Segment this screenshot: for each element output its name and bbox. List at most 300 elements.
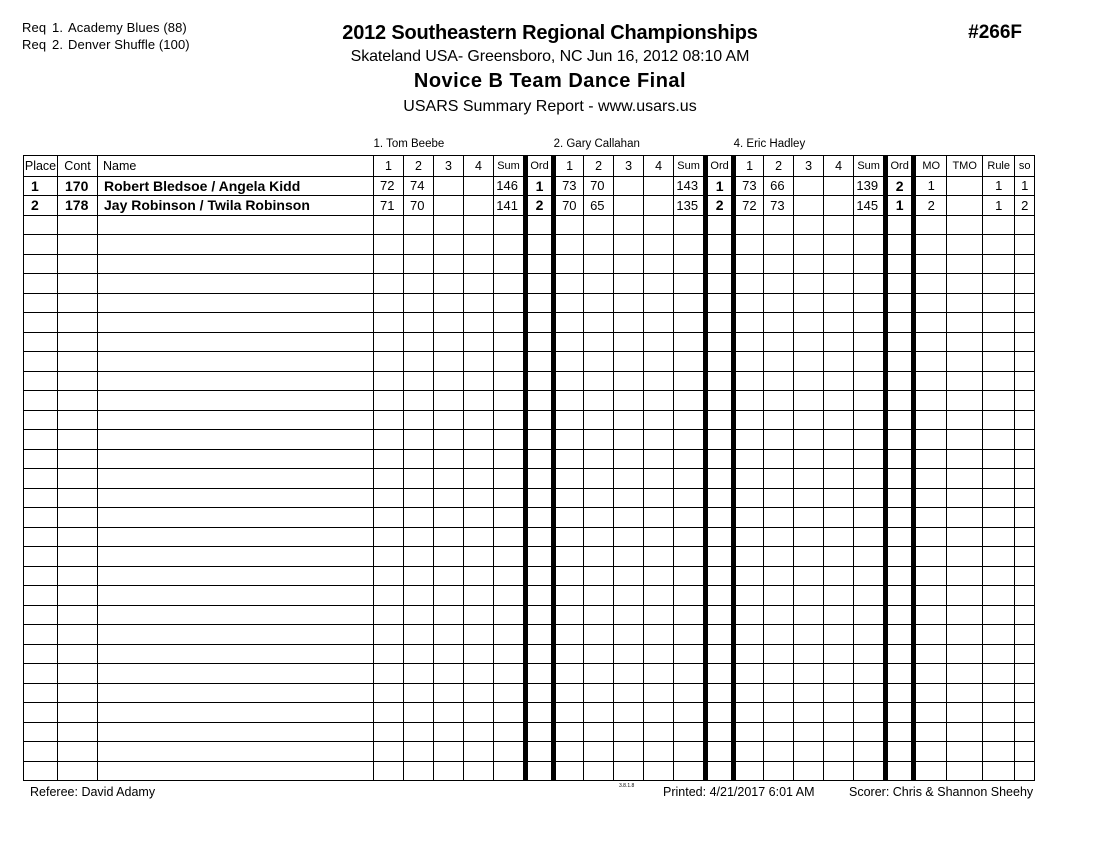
cell-empty — [983, 508, 1015, 528]
cell-empty — [854, 664, 886, 684]
cell-judge1-score1: 71 — [374, 196, 404, 216]
cell-empty — [824, 430, 854, 450]
cell-empty — [554, 527, 584, 547]
cell-empty — [24, 605, 58, 625]
table-row-empty[interactable] — [24, 313, 1035, 333]
cell-empty — [584, 313, 614, 333]
table-row-empty[interactable] — [24, 644, 1035, 664]
cell-empty — [947, 683, 983, 703]
cell-so: 2 — [1015, 196, 1035, 216]
cell-empty — [554, 254, 584, 274]
cell-empty — [764, 547, 794, 567]
table-row-empty[interactable] — [24, 586, 1035, 606]
cell-empty — [824, 527, 854, 547]
cell-empty — [794, 391, 824, 411]
cell-empty — [554, 547, 584, 567]
cell-empty — [24, 469, 58, 489]
cell-empty — [494, 352, 526, 372]
cell-empty — [764, 644, 794, 664]
cell-empty — [374, 644, 404, 664]
cell-empty — [886, 508, 914, 528]
cell-empty — [854, 215, 886, 235]
cell-empty — [854, 332, 886, 352]
cell-empty — [886, 352, 914, 372]
cell-empty — [464, 742, 494, 762]
cell-empty — [983, 371, 1015, 391]
cell-empty — [374, 761, 404, 781]
cell-empty — [734, 352, 764, 372]
cell-empty — [434, 527, 464, 547]
cell-empty — [374, 527, 404, 547]
cell-empty — [554, 469, 584, 489]
cell-empty — [554, 508, 584, 528]
cell-empty — [584, 274, 614, 294]
cell-empty — [464, 625, 494, 645]
cell-empty — [434, 332, 464, 352]
cell-empty — [734, 703, 764, 723]
cell-empty — [614, 644, 644, 664]
cell-empty — [24, 254, 58, 274]
cell-empty — [1015, 625, 1035, 645]
cell-empty — [824, 683, 854, 703]
table-row-empty[interactable] — [24, 527, 1035, 547]
cell-empty — [947, 410, 983, 430]
cell-empty — [674, 430, 706, 450]
cell-empty — [58, 313, 98, 333]
column-header-rule: Rule — [983, 155, 1015, 176]
cell-empty — [494, 449, 526, 469]
cell-empty — [526, 274, 554, 294]
column-header-judge1-score2: 2 — [404, 155, 434, 176]
cell-empty — [554, 449, 584, 469]
table-row-empty[interactable] — [24, 469, 1035, 489]
cell-empty — [854, 313, 886, 333]
cell-empty — [98, 703, 374, 723]
cell-empty — [854, 605, 886, 625]
table-row[interactable] — [24, 196, 1035, 216]
cell-empty — [644, 703, 674, 723]
cell-empty — [644, 761, 674, 781]
cell-empty — [554, 761, 584, 781]
cell-empty — [404, 293, 434, 313]
cell-judge2-score2: 70 — [584, 176, 614, 196]
cell-empty — [886, 605, 914, 625]
cell-empty — [734, 235, 764, 255]
cell-empty — [58, 703, 98, 723]
cell-empty — [374, 332, 404, 352]
cell-empty — [854, 722, 886, 742]
cell-judge2-score2: 65 — [584, 196, 614, 216]
cell-empty — [734, 332, 764, 352]
cell-empty — [374, 235, 404, 255]
cell-empty — [824, 664, 854, 684]
cell-empty — [794, 215, 824, 235]
cell-empty — [983, 332, 1015, 352]
cell-empty — [764, 215, 794, 235]
cell-empty — [98, 527, 374, 547]
cell-empty — [644, 410, 674, 430]
cell-empty — [644, 274, 674, 294]
cell-empty — [24, 274, 58, 294]
requirement-label: Req — [22, 37, 47, 52]
cell-cont: 170 — [58, 176, 98, 196]
cell-empty — [764, 488, 794, 508]
cell-empty — [983, 547, 1015, 567]
cell-empty — [24, 313, 58, 333]
cell-empty — [24, 391, 58, 411]
table-row[interactable] — [24, 176, 1035, 196]
table-row-empty[interactable] — [24, 683, 1035, 703]
cell-judge1-score3 — [434, 176, 464, 196]
cell-empty — [584, 586, 614, 606]
cell-empty — [584, 215, 614, 235]
table-row-empty[interactable] — [24, 293, 1035, 313]
cell-empty — [854, 430, 886, 450]
cell-empty — [374, 566, 404, 586]
cell-empty — [526, 488, 554, 508]
cell-empty — [983, 566, 1015, 586]
column-header-judge2-score3: 3 — [614, 155, 644, 176]
cell-empty — [914, 488, 947, 508]
cell-empty — [494, 215, 526, 235]
cell-empty — [98, 215, 374, 235]
cell-judge3-score1: 72 — [734, 196, 764, 216]
cell-judge3-score3 — [794, 176, 824, 196]
cell-empty — [764, 254, 794, 274]
cell-empty — [464, 703, 494, 723]
cell-empty — [734, 547, 764, 567]
cell-empty — [98, 274, 374, 294]
cell-empty — [764, 742, 794, 762]
cell-empty — [824, 293, 854, 313]
cell-empty — [464, 586, 494, 606]
cell-empty — [794, 703, 824, 723]
table-row-empty[interactable] — [24, 508, 1035, 528]
cell-empty — [764, 527, 794, 547]
cell-empty — [58, 742, 98, 762]
cell-judge2-ord: 2 — [706, 196, 734, 216]
cell-empty — [98, 254, 374, 274]
cell-empty — [24, 449, 58, 469]
cell-empty — [824, 391, 854, 411]
cell-empty — [706, 742, 734, 762]
cell-empty — [404, 566, 434, 586]
cell-empty — [706, 293, 734, 313]
cell-empty — [824, 547, 854, 567]
column-header-judge2-score4: 4 — [644, 155, 674, 176]
cell-empty — [824, 235, 854, 255]
cell-empty — [706, 644, 734, 664]
cell-empty — [947, 742, 983, 762]
cell-empty — [494, 761, 526, 781]
cell-empty — [554, 605, 584, 625]
cell-empty — [526, 566, 554, 586]
cell-empty — [854, 742, 886, 762]
cell-empty — [494, 293, 526, 313]
cell-empty — [706, 547, 734, 567]
cell-empty — [644, 527, 674, 547]
cell-empty — [464, 547, 494, 567]
cell-tmo — [947, 176, 983, 196]
cell-empty — [554, 293, 584, 313]
cell-empty — [464, 508, 494, 528]
cell-empty — [554, 566, 584, 586]
table-row-empty[interactable] — [24, 742, 1035, 762]
table-row-empty[interactable] — [24, 274, 1035, 294]
cell-empty — [764, 508, 794, 528]
table-row-empty[interactable] — [24, 332, 1035, 352]
cell-empty — [24, 371, 58, 391]
cell-empty — [404, 683, 434, 703]
cell-empty — [98, 566, 374, 586]
cell-empty — [58, 332, 98, 352]
table-row-empty[interactable] — [24, 761, 1035, 781]
cell-empty — [464, 566, 494, 586]
cell-empty — [644, 742, 674, 762]
cell-empty — [404, 430, 434, 450]
cell-judge2-sum: 143 — [674, 176, 706, 196]
cell-empty — [764, 703, 794, 723]
cell-empty — [983, 352, 1015, 372]
cell-empty — [434, 274, 464, 294]
cell-empty — [494, 313, 526, 333]
cell-empty — [1015, 410, 1035, 430]
cell-empty — [404, 410, 434, 430]
cell-empty — [58, 586, 98, 606]
cell-empty — [584, 566, 614, 586]
table-row-empty[interactable] — [24, 605, 1035, 625]
cell-empty — [914, 293, 947, 313]
table-row-empty[interactable] — [24, 371, 1035, 391]
cell-empty — [644, 722, 674, 742]
requirement-number: 2. — [52, 37, 64, 52]
table-row-empty[interactable] — [24, 722, 1035, 742]
cell-empty — [434, 742, 464, 762]
cell-empty — [434, 391, 464, 411]
cell-empty — [914, 449, 947, 469]
cell-empty — [674, 235, 706, 255]
cell-judge2-score1: 70 — [554, 196, 584, 216]
cell-empty — [914, 313, 947, 333]
cell-empty — [554, 488, 584, 508]
cell-empty — [983, 683, 1015, 703]
cell-empty — [914, 722, 947, 742]
cell-empty — [674, 215, 706, 235]
cell-empty — [24, 352, 58, 372]
cell-empty — [526, 644, 554, 664]
cell-empty — [914, 742, 947, 762]
cell-empty — [764, 586, 794, 606]
cell-empty — [374, 391, 404, 411]
cell-empty — [614, 352, 644, 372]
cell-empty — [824, 274, 854, 294]
column-header-judge1-ord: Ord — [526, 155, 554, 176]
cell-empty — [764, 664, 794, 684]
cell-judge2-score3 — [614, 176, 644, 196]
cell-empty — [764, 293, 794, 313]
judge-banner: 1. Tom Beebe — [373, 137, 445, 150]
cell-empty — [854, 625, 886, 645]
cell-empty — [374, 722, 404, 742]
cell-empty — [854, 703, 886, 723]
cell-empty — [854, 566, 886, 586]
requirement-text: Denver Shuffle (100) — [68, 37, 190, 52]
cell-empty — [374, 664, 404, 684]
cell-empty — [886, 547, 914, 567]
cell-empty — [554, 391, 584, 411]
cell-empty — [1015, 449, 1035, 469]
column-header-row — [24, 155, 1035, 176]
cell-empty — [584, 625, 614, 645]
cell-empty — [947, 352, 983, 372]
cell-empty — [554, 313, 584, 333]
cell-empty — [526, 722, 554, 742]
cell-empty — [1015, 586, 1035, 606]
cell-judge2-score4 — [644, 196, 674, 216]
cell-empty — [614, 254, 644, 274]
cell-empty — [494, 605, 526, 625]
table-row-empty[interactable] — [24, 410, 1035, 430]
cell-judge2-ord: 1 — [706, 176, 734, 196]
cell-empty — [947, 254, 983, 274]
cell-empty — [1015, 352, 1035, 372]
table-row-empty[interactable] — [24, 488, 1035, 508]
cell-empty — [404, 664, 434, 684]
cell-rule: 1 — [983, 176, 1015, 196]
cell-empty — [464, 215, 494, 235]
cell-empty — [374, 313, 404, 333]
column-header-judge1-score3: 3 — [434, 155, 464, 176]
cell-empty — [494, 722, 526, 742]
cell-empty — [374, 254, 404, 274]
cell-empty — [374, 371, 404, 391]
table-row-empty[interactable] — [24, 235, 1035, 255]
table-row-empty[interactable] — [24, 254, 1035, 274]
cell-empty — [947, 293, 983, 313]
cell-empty — [764, 235, 794, 255]
table-row-empty[interactable] — [24, 430, 1035, 450]
cell-empty — [24, 547, 58, 567]
cell-empty — [734, 664, 764, 684]
cell-empty — [854, 371, 886, 391]
column-header-judge1-score1: 1 — [374, 155, 404, 176]
cell-empty — [494, 644, 526, 664]
cell-empty — [58, 371, 98, 391]
table-row-empty[interactable] — [24, 391, 1035, 411]
cell-empty — [98, 332, 374, 352]
cell-empty — [98, 722, 374, 742]
cell-empty — [614, 586, 644, 606]
cell-empty — [24, 722, 58, 742]
cell-empty — [854, 508, 886, 528]
table-row-empty[interactable] — [24, 449, 1035, 469]
cell-empty — [98, 449, 374, 469]
cell-rule: 1 — [983, 196, 1015, 216]
cell-empty — [914, 410, 947, 430]
cell-empty — [983, 391, 1015, 411]
scorer-info — [849, 785, 1033, 799]
cell-empty — [734, 215, 764, 235]
table-row-empty[interactable] — [24, 703, 1035, 723]
cell-empty — [824, 215, 854, 235]
cell-empty — [886, 410, 914, 430]
cell-empty — [794, 625, 824, 645]
cell-empty — [614, 488, 644, 508]
column-header-judge2-sum: Sum — [674, 155, 706, 176]
table-row-empty[interactable] — [24, 566, 1035, 586]
cell-empty — [674, 274, 706, 294]
cell-empty — [614, 605, 644, 625]
cell-empty — [404, 215, 434, 235]
cell-empty — [24, 742, 58, 762]
cell-empty — [706, 683, 734, 703]
cell-empty — [434, 215, 464, 235]
table-row-empty[interactable] — [24, 215, 1035, 235]
cell-empty — [983, 469, 1015, 489]
cell-empty — [24, 508, 58, 528]
cell-empty — [434, 488, 464, 508]
cell-empty — [98, 352, 374, 372]
cell-empty — [526, 742, 554, 762]
cell-empty — [824, 761, 854, 781]
cell-empty — [674, 644, 706, 664]
cell-empty — [644, 313, 674, 333]
cell-empty — [674, 703, 706, 723]
cell-empty — [824, 449, 854, 469]
cell-judge1-ord: 2 — [526, 196, 554, 216]
cell-empty — [526, 235, 554, 255]
cell-mo: 2 — [914, 196, 947, 216]
cell-empty — [98, 469, 374, 489]
cell-empty — [794, 664, 824, 684]
cell-empty — [434, 761, 464, 781]
cell-empty — [983, 742, 1015, 762]
cell-empty — [824, 469, 854, 489]
cell-empty — [794, 332, 824, 352]
cell-empty — [98, 313, 374, 333]
cell-empty — [98, 644, 374, 664]
cell-empty — [914, 391, 947, 411]
table-row-empty[interactable] — [24, 664, 1035, 684]
cell-empty — [434, 235, 464, 255]
cell-empty — [554, 430, 584, 450]
cell-empty — [1015, 371, 1035, 391]
cell-empty — [947, 469, 983, 489]
cell-empty — [584, 527, 614, 547]
event-number: #266F — [968, 22, 1022, 43]
cell-empty — [584, 391, 614, 411]
cell-empty — [614, 508, 644, 528]
table-row-empty[interactable] — [24, 547, 1035, 567]
cell-empty — [584, 683, 614, 703]
cell-empty — [854, 761, 886, 781]
cell-empty — [734, 742, 764, 762]
table-row-empty[interactable] — [24, 625, 1035, 645]
cell-empty — [674, 313, 706, 333]
cell-empty — [854, 527, 886, 547]
cell-empty — [494, 254, 526, 274]
cell-empty — [706, 274, 734, 294]
cell-empty — [374, 352, 404, 372]
cell-empty — [554, 703, 584, 723]
cell-empty — [734, 508, 764, 528]
cell-empty — [614, 547, 644, 567]
cell-empty — [794, 586, 824, 606]
cell-empty — [554, 274, 584, 294]
cell-empty — [404, 742, 434, 762]
table-row-empty[interactable] — [24, 352, 1035, 372]
cell-empty — [947, 449, 983, 469]
